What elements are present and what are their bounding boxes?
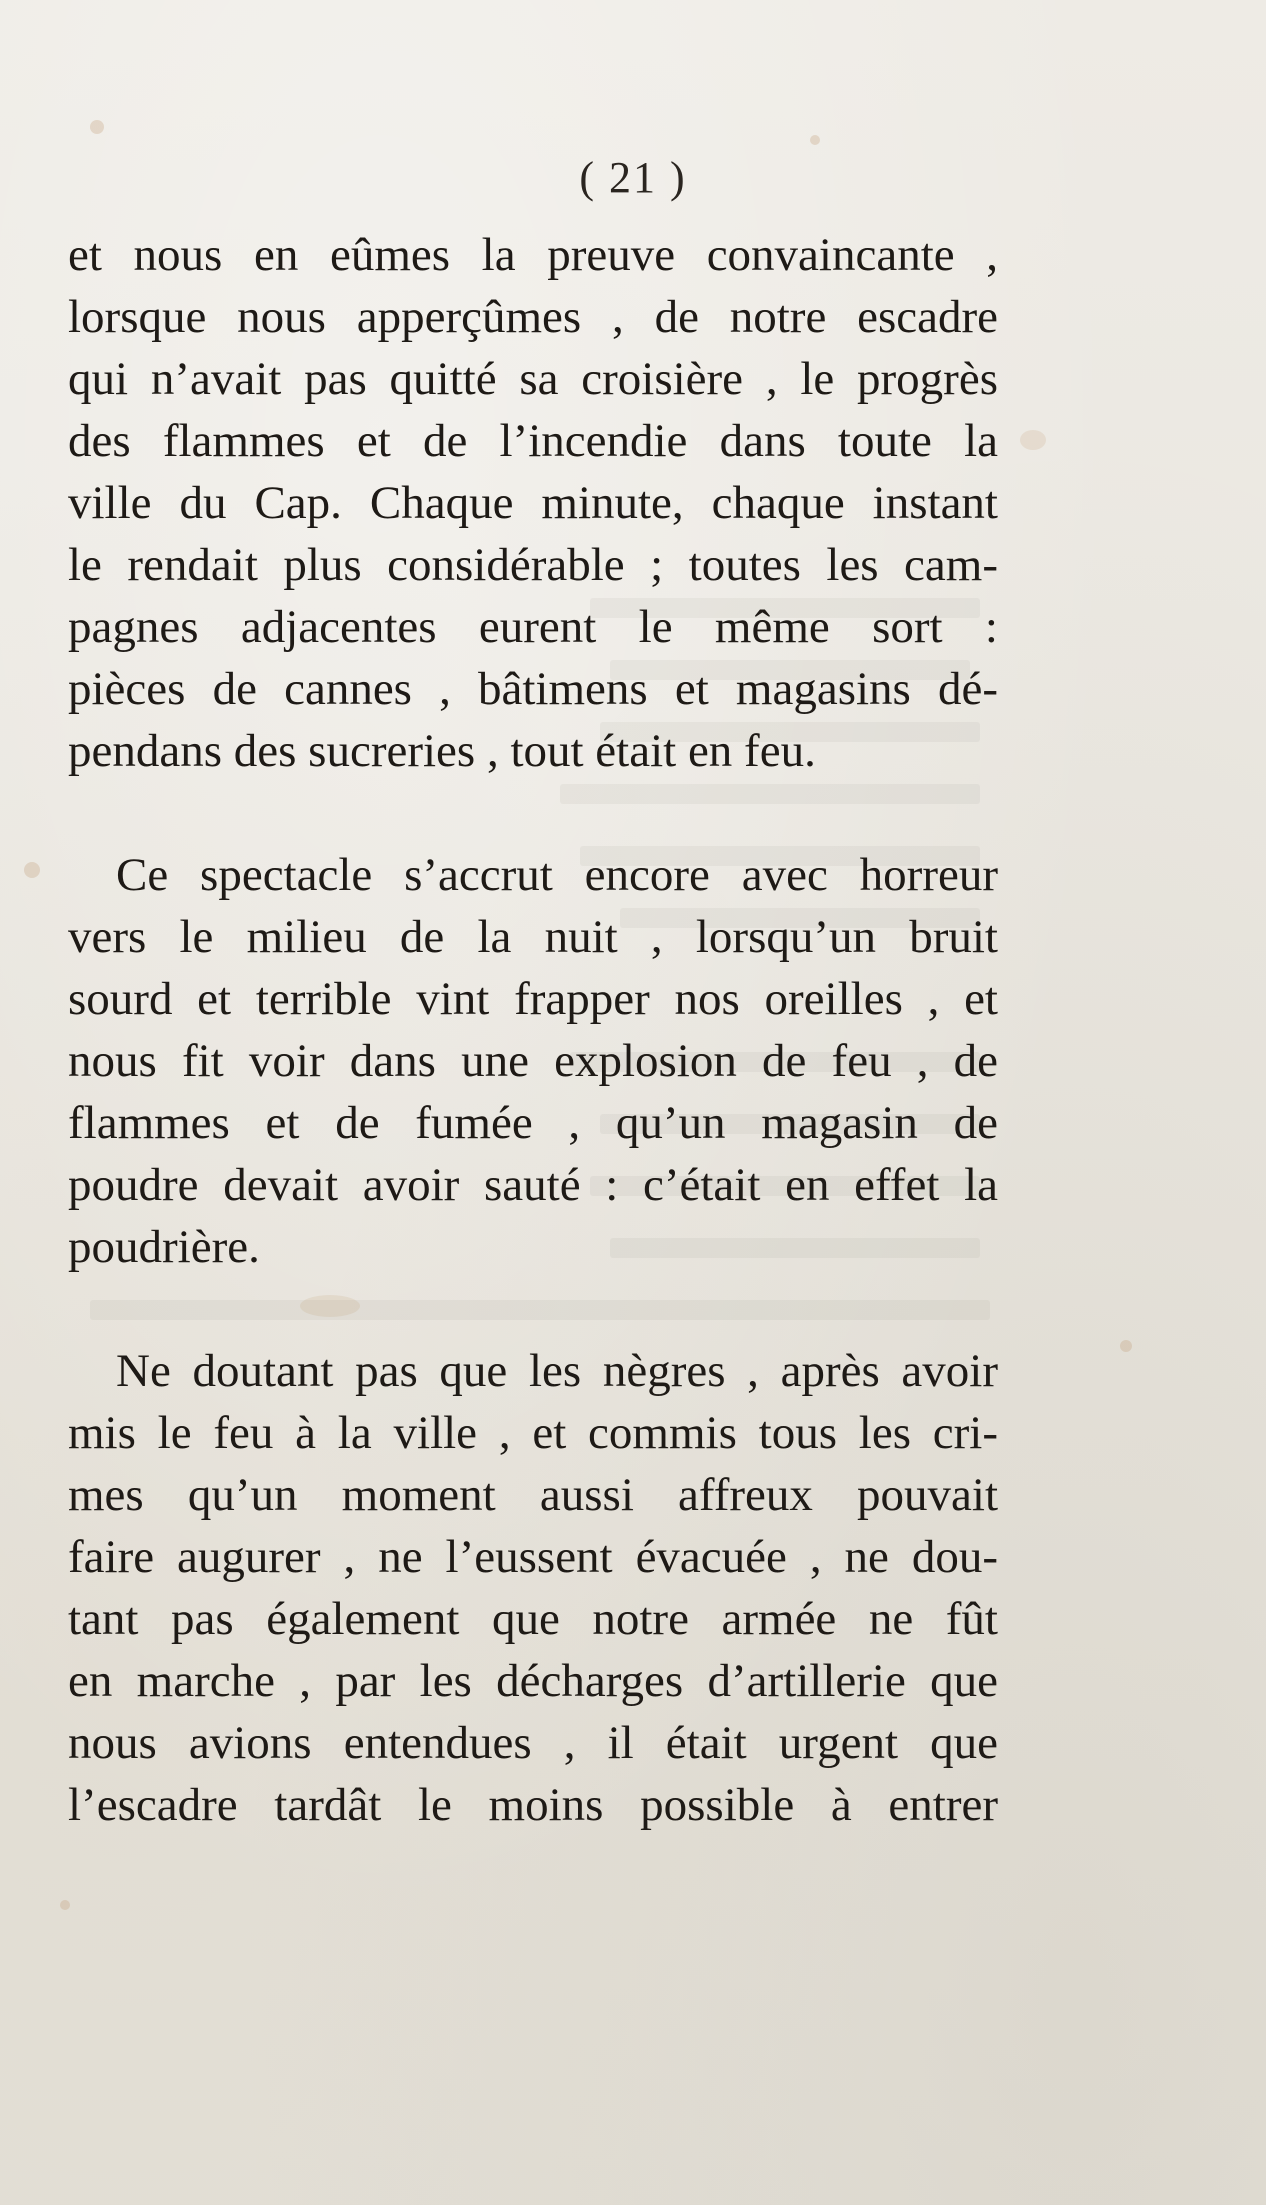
text-line: poudre devait avoir sauté : c’était en effet la [68,1159,998,1211]
text-line: vers le milieu de la nuit , lorsqu’un bruit [68,911,998,963]
text-line: nous avions entendues , il était urgent que [68,1717,998,1769]
paragraph [68,1340,998,1836]
text-line: ville du Cap. Chaque minute, chaque instant [68,477,998,529]
text-line: en marche , par les décharges d’artillerie que [68,1655,998,1707]
text-line: Ne doutant pas que les nègres , après avoir [116,1345,998,1397]
text-line: tant pas également que notre armée ne fût [68,1593,998,1645]
text-line: et nous en eûmes la preuve convaincante , [68,229,998,281]
paragraph-gap [68,1278,998,1340]
text-line: mis le feu à la ville , et commis tous les cri- [68,1407,998,1459]
text-line: pendans des sucreries , tout était en feu. [68,725,816,777]
text-line: lorsque nous apperçûmes , de notre escadre [68,291,998,343]
page-body [68,224,998,1836]
text-line: flammes et de fumée , qu’un magasin de [68,1097,998,1149]
text-line: des flammes et de l’incendie dans toute la [68,415,998,467]
text-line: l’escadre tardât le moins possible à entrer [68,1779,998,1831]
text-line: pagnes adjacentes eurent le même sort : [68,601,998,653]
paragraph [68,844,998,1278]
page-number: ( 21 ) [579,153,687,202]
text-line: sourd et terrible vint frapper nos oreilles , et [68,973,998,1025]
paragraph-gap [68,782,998,844]
text-line: nous fit voir dans une explosion de feu , de [68,1035,998,1087]
text-line: poudrière. [68,1221,260,1273]
paragraph [68,224,998,782]
text-line: pièces de cannes , bâtimens et magasins dé- [68,663,998,715]
text-line: faire augurer , ne l’eussent évacuée , ne dou- [68,1531,998,1583]
text-line: qui n’avait pas quitté sa croisière , le progrès [68,353,998,405]
text-line: le rendait plus considérable ; toutes les cam- [68,539,998,591]
text-line: mes qu’un moment aussi affreux pouvait [68,1469,998,1521]
text-line: Ce spectacle s’accrut encore avec horreur [116,849,998,901]
